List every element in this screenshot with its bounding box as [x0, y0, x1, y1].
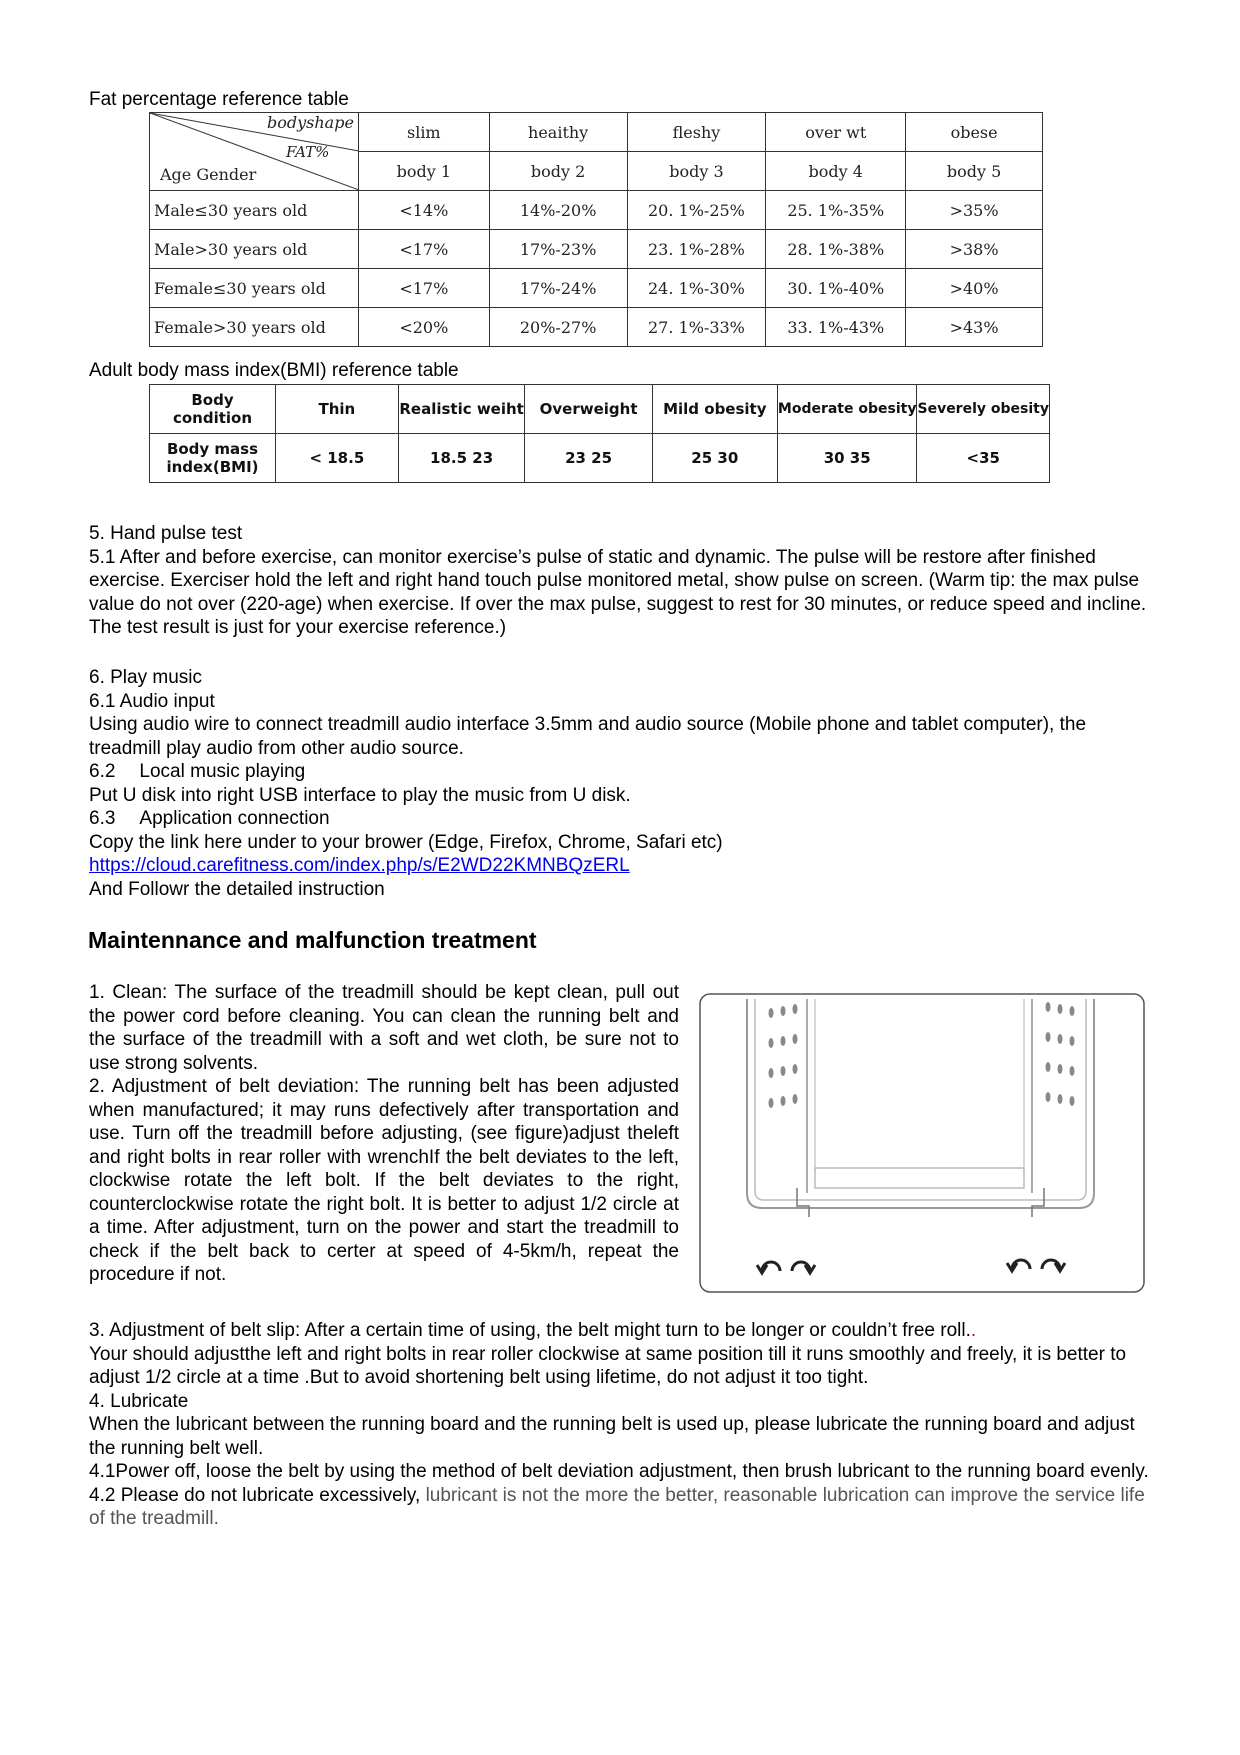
pulse-body: 5.1 After and before exercise, can monitor exercise’s pulse of static and dynamic. The pulse will be restore after finished exercise. Exerciser hold the left and right hand touch pulse monitored metal, show pulse on screen. (Warm tip: the max pulse value do not over (220-age) when exercise. If over the max pulse, suggest to rest for 30 minutes, or reduce speed and incline. The test result is just for your exercise reference.): [89, 546, 1147, 638]
shape-cell: fleshy: [627, 113, 766, 152]
lubricate-body: When the lubricant between the running board and the running belt is used up, please lubricate the running board and adjust the running belt well.: [89, 1414, 1135, 1459]
table-cell: <17%: [358, 269, 489, 308]
shape-cell: over wt: [766, 113, 906, 152]
music-section: [89, 666, 1159, 901]
corner-fat-label: FAT%: [286, 143, 330, 161]
table-cell: 33. 1%-43%: [766, 308, 906, 347]
bmi-table-title: Adult body mass index(BMI) reference table: [89, 360, 459, 381]
local-music-number: 6.2: [89, 761, 116, 782]
app-connection-heading: [89, 807, 1159, 831]
bmi-value-cell: 25 30: [652, 434, 777, 483]
bmi-row-label: [150, 434, 276, 483]
table-cell: <17%: [358, 230, 489, 269]
table-cell: <20%: [358, 308, 489, 347]
table-cell: >38%: [906, 230, 1043, 269]
belt-slip-title: 3. Adjustment of belt slip: After a certain time of using, the belt might turn to be longer or couldn’t free roll.: [89, 1320, 971, 1341]
table-cell: 20%-27%: [489, 308, 627, 347]
table-cell: 17%-24%: [489, 269, 627, 308]
lubricate-step-41: 4.1Power off, loose the belt by using the method of belt deviation adjustment, then brush lubricant to the running board evenly.: [89, 1461, 1149, 1482]
bmi-header-cell: Body condition: [150, 385, 276, 434]
table-cell: >35%: [906, 191, 1043, 230]
bmi-header-cell: Severely obesity: [917, 385, 1050, 434]
bmi-header-row: [150, 385, 1050, 434]
table-row: [150, 191, 1043, 230]
maintenance-items-left: [89, 981, 679, 1287]
fat-table-header-shapes: [150, 113, 1043, 152]
follow-instruction: And Followr the detailed instruction: [89, 878, 385, 900]
body-cell: body 1: [358, 152, 489, 191]
local-music-title: Local music playing: [139, 761, 306, 782]
clean-item: 1. Clean: The surface of the treadmill should be kept clean, pull out the power cord before cleaning. You can clean the running belt and the surface of the treadmill with a soft and wet cloth, be sure not to use strong solvents.: [89, 982, 679, 1074]
table-cell: 24. 1%-30%: [627, 269, 766, 308]
bmi-value-cell: 23 25: [525, 434, 652, 483]
table-cell: 23. 1%-28%: [627, 230, 766, 269]
app-connection-title: Application connection: [139, 808, 330, 829]
download-link[interactable]: https://cloud.carefitness.com/index.php/s/E2WD22KMNBQzERL: [89, 855, 630, 876]
bmi-header-cell: Thin: [275, 385, 398, 434]
lubricate-step-42: [89, 1484, 1159, 1531]
row-label: Female>30 years old: [150, 308, 359, 347]
app-connection-body: Copy the link here under to your brower (Edge, Firefox, Chrome, Safari etc): [89, 831, 723, 853]
body-cell: body 4: [766, 152, 906, 191]
belt-slip-dot: .: [970, 1320, 977, 1341]
pulse-section: [89, 522, 1159, 640]
row-label: Male≤30 years old: [150, 191, 359, 230]
corner-age-gender-label: Age Gender: [160, 165, 257, 184]
audio-input-body: Using audio wire to connect treadmill audio interface 3.5mm and audio source (Mobile phone and tablet computer), the treadmill play audio from other audio source.: [89, 714, 1087, 759]
body-cell: body 3: [627, 152, 766, 191]
bmi-header-cell: Overweight: [525, 385, 652, 434]
lubricate-step-42-b: lubricant is not the more the better, reasonable lubrication can improve the service life of the treadmill.: [89, 1484, 1145, 1529]
table-row: [150, 230, 1043, 269]
belt-slip-body: Your should adjustthe left and right bolts in rear roller clockwise at same position till it runs smoothly and freely, it is better to adjust 1/2 circle at a time .But to avoid shortening belt using lifetime, do not adjust it too tight.: [89, 1343, 1127, 1388]
bmi-header-cell: Moderate obesity: [777, 385, 917, 434]
bmi-value-row: [150, 434, 1050, 483]
audio-input-heading: 6.1 Audio input: [89, 690, 215, 712]
bmi-row-label-line2: index(BMI): [166, 458, 259, 476]
table-cell: 20. 1%-25%: [627, 191, 766, 230]
treadmill-rear-diagram: [699, 993, 1145, 1293]
bmi-value-cell: 30 35: [777, 434, 917, 483]
body-cell: body 2: [489, 152, 627, 191]
fat-table-corner-cell: [150, 113, 359, 191]
bmi-header-cell: Realistic weiht: [398, 385, 525, 434]
bmi-row-label-line1: Body mass: [166, 440, 259, 458]
table-cell: 27. 1%-33%: [627, 308, 766, 347]
table-cell: 30. 1%-40%: [766, 269, 906, 308]
local-music-body: Put U disk into right USB interface to play the music from U disk.: [89, 784, 631, 806]
body-cell: body 5: [906, 152, 1043, 191]
bmi-value-cell: 18.5 23: [398, 434, 525, 483]
pulse-heading: 5. Hand pulse test: [89, 523, 243, 544]
shape-cell: obese: [906, 113, 1043, 152]
lubricate-step-42-a: 4.2 Please do not lubricate excessively,: [89, 1484, 426, 1506]
row-label: Male>30 years old: [150, 230, 359, 269]
table-cell: >43%: [906, 308, 1043, 347]
maintenance-items-bottom: [89, 1319, 1159, 1531]
table-cell: 28. 1%-38%: [766, 230, 906, 269]
lubricate-heading: 4. Lubricate: [89, 1390, 189, 1412]
bmi-value-cell: < 18.5: [275, 434, 398, 483]
table-row: [150, 308, 1043, 347]
belt-slip-item: [89, 1319, 1159, 1343]
belt-adjustment-figure: [699, 993, 1145, 1293]
bmi-header-cell: Mild obesity: [652, 385, 777, 434]
table-cell: 17%-23%: [489, 230, 627, 269]
bmi-value-cell: <35: [917, 434, 1050, 483]
maintenance-title: Maintennance and malfunction treatment: [88, 927, 537, 953]
table-row: [150, 269, 1043, 308]
fat-percentage-table: [149, 112, 1043, 347]
app-connection-number: 6.3: [89, 808, 116, 829]
music-heading: 6. Play music: [89, 667, 202, 688]
fat-table-title: Fat percentage reference table: [89, 89, 349, 110]
table-cell: 25. 1%-35%: [766, 191, 906, 230]
bmi-reference-table: [149, 384, 1050, 483]
row-label: Female≤30 years old: [150, 269, 359, 308]
shape-cell: slim: [358, 113, 489, 152]
shape-cell: heaithy: [489, 113, 627, 152]
belt-deviation-item: 2. Adjustment of belt deviation: The running belt has been adjusted when manufactured; it may runs defectively after transportation and use. Turn off the treadmill before adjusting, (see figure)adjust theleft and right bolts in rear roller with wrenchIf the belt deviates to the left, clockwise rotate the left bolt. If the belt deviates to the right, counterclockwise rotate the right bolt. It is better to adjust 1/2 circle at a time. After adjustment, turn on the power and start the treadmill to check if the belt back to certer at speed of 4-5km/h, repeat the procedure if not.: [89, 1076, 679, 1285]
table-cell: 14%-20%: [489, 191, 627, 230]
table-cell: <14%: [358, 191, 489, 230]
table-cell: >40%: [906, 269, 1043, 308]
local-music-heading: [89, 760, 1159, 784]
corner-body-shape-label: bodyshape: [266, 113, 354, 132]
